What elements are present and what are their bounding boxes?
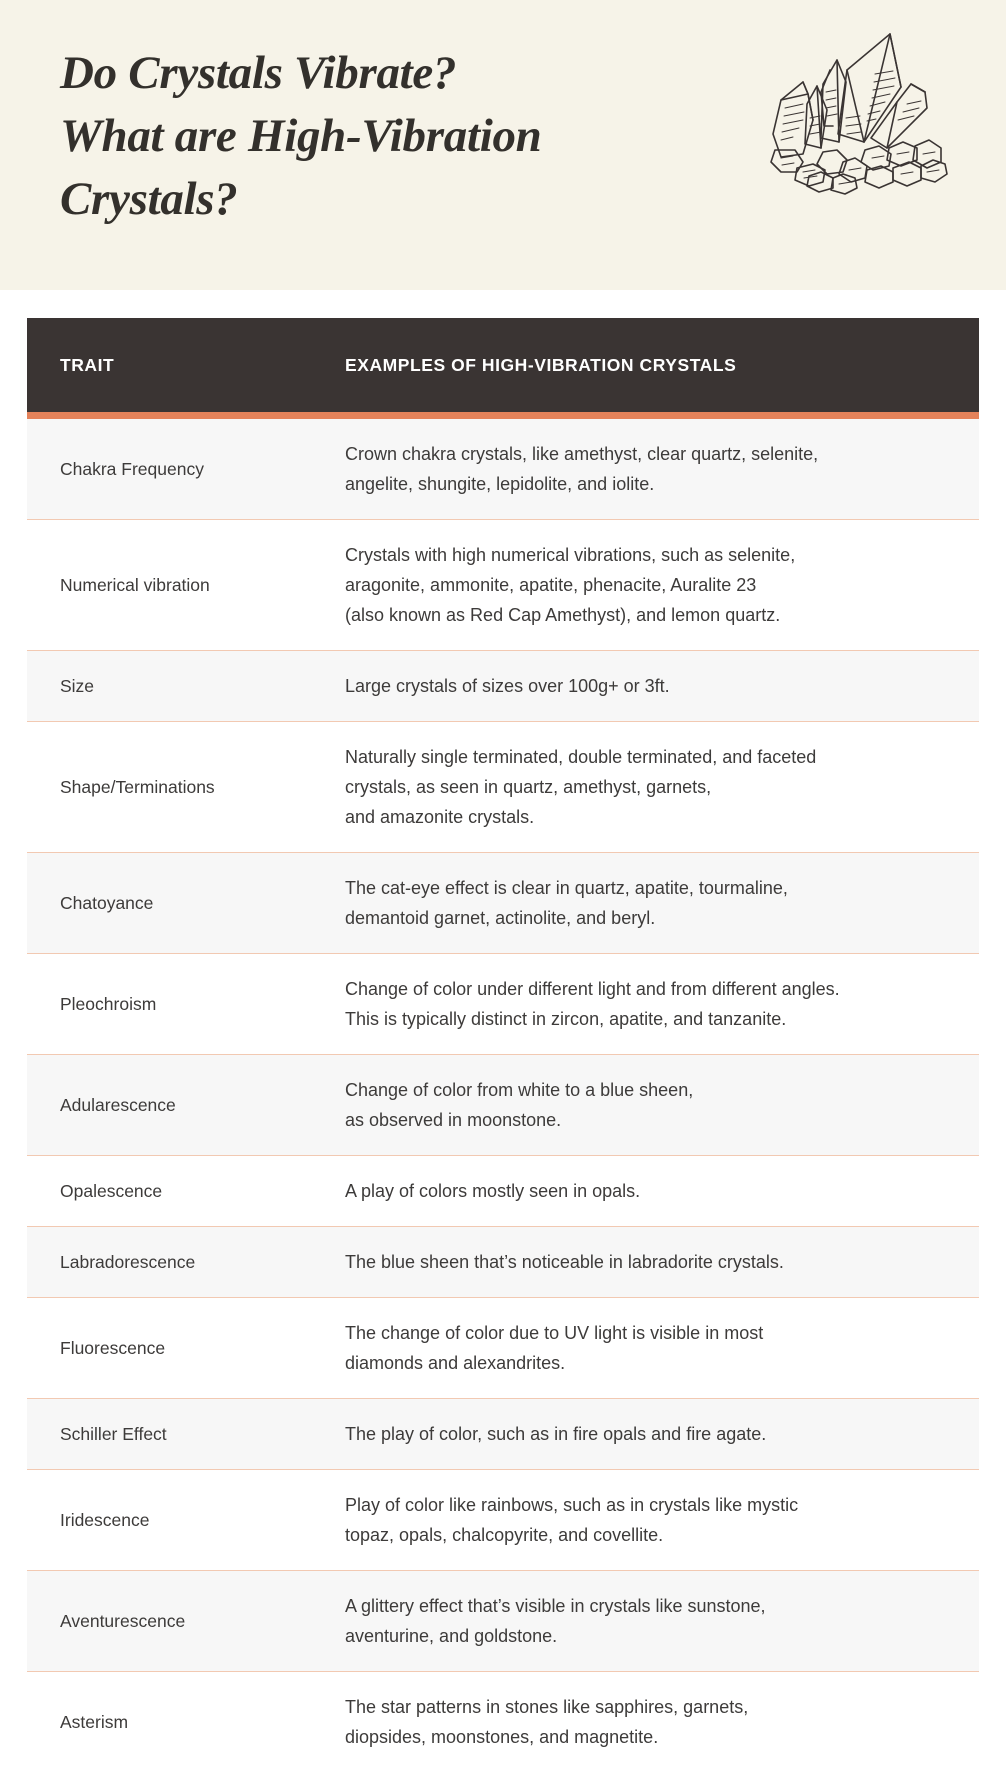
description-line: Change of color under different light and from different angles. xyxy=(345,979,840,999)
traits-table xyxy=(27,318,979,1772)
page-title xyxy=(60,42,700,231)
header-accent-rule xyxy=(27,412,979,419)
trait-name: Opalescence xyxy=(60,1181,163,1201)
trait-name: Adularescence xyxy=(60,1095,176,1115)
page-title-line-2: What are High-Vibration xyxy=(60,110,542,162)
description-line: aventurine, and goldstone. xyxy=(345,1626,558,1646)
table-row xyxy=(27,954,979,1055)
description-line: Large crystals of sizes over 100g+ or 3ft. xyxy=(345,676,670,696)
description-line: The play of color, such as in fire opals and fire agate. xyxy=(345,1424,767,1444)
description-line: The star patterns in stones like sapphires, garnets, xyxy=(345,1697,749,1717)
description-line: The change of color due to UV light is visible in most xyxy=(345,1323,764,1343)
trait-description xyxy=(345,853,979,953)
description-line: A glittery effect that’s visible in crystals like sunstone, xyxy=(345,1596,766,1616)
trait-name: Shape/Terminations xyxy=(60,777,215,797)
page-title-line-3: Crystals? xyxy=(60,173,238,225)
table-row xyxy=(27,1227,979,1298)
trait-description xyxy=(345,520,979,650)
trait-name: Labradorescence xyxy=(60,1252,196,1272)
description-line: demantoid garnet, actinolite, and beryl. xyxy=(345,908,656,928)
table-row xyxy=(27,1399,979,1470)
table-row xyxy=(27,651,979,722)
trait-name: Aventurescence xyxy=(60,1611,186,1631)
trait-description xyxy=(345,954,979,1054)
table-row xyxy=(27,1470,979,1571)
trait-description xyxy=(345,1470,979,1570)
trait-description xyxy=(345,722,979,852)
trait-name: Schiller Effect xyxy=(60,1424,167,1444)
description-line: and amazonite crystals. xyxy=(345,807,535,827)
table-row xyxy=(27,419,979,520)
description-line: The blue sheen that’s noticeable in labradorite crystals. xyxy=(345,1252,784,1272)
trait-name: Numerical vibration xyxy=(60,575,210,595)
description-line: (also known as Red Cap Amethyst), and lemon quartz. xyxy=(345,605,781,625)
trait-description xyxy=(345,1227,979,1297)
trait-description xyxy=(345,1672,979,1772)
description-line: A play of colors mostly seen in opals. xyxy=(345,1181,641,1201)
trait-description xyxy=(345,1399,979,1469)
column-header-examples: EXAMPLES OF HIGH-VIBRATION CRYSTALS xyxy=(345,354,737,375)
table-row xyxy=(27,1298,979,1399)
trait-name: Asterism xyxy=(60,1712,129,1732)
description-line: Play of color like rainbows, such as in crystals like mystic xyxy=(345,1495,799,1515)
crystal-cluster-icon xyxy=(751,22,956,207)
trait-name: Fluorescence xyxy=(60,1338,166,1358)
description-line: diopsides, moonstones, and magnetite. xyxy=(345,1727,659,1747)
trait-name: Chakra Frequency xyxy=(60,459,204,479)
trait-name: Pleochroism xyxy=(60,994,157,1014)
table-row xyxy=(27,1571,979,1672)
description-line: Change of color from white to a blue sheen, xyxy=(345,1080,694,1100)
table-row xyxy=(27,1055,979,1156)
trait-name: Iridescence xyxy=(60,1510,150,1530)
description-line: aragonite, ammonite, apatite, phenacite, Auralite 23 xyxy=(345,575,757,595)
column-header-trait: TRAIT xyxy=(60,354,115,375)
hero-banner xyxy=(0,0,1006,290)
trait-description xyxy=(345,1571,979,1671)
description-line: The cat-eye effect is clear in quartz, apatite, tourmaline, xyxy=(345,878,788,898)
description-line: crystals, as seen in quartz, amethyst, garnets, xyxy=(345,777,712,797)
description-line: angelite, shungite, lepidolite, and iolite. xyxy=(345,474,655,494)
table-row xyxy=(27,520,979,651)
description-line: Crown chakra crystals, like amethyst, clear quartz, selenite, xyxy=(345,444,819,464)
trait-description xyxy=(345,419,979,519)
trait-description xyxy=(345,1055,979,1155)
trait-description xyxy=(345,651,979,721)
description-line: diamonds and alexandrites. xyxy=(345,1353,566,1373)
description-line: as observed in moonstone. xyxy=(345,1110,562,1130)
description-line: topaz, opals, chalcopyrite, and covellite. xyxy=(345,1525,664,1545)
page-title-line-1: Do Crystals Vibrate? xyxy=(60,47,457,99)
description-line: Naturally single terminated, double terminated, and faceted xyxy=(345,747,817,767)
trait-name: Chatoyance xyxy=(60,893,154,913)
trait-description xyxy=(345,1298,979,1398)
trait-description xyxy=(345,1156,979,1226)
description-line: This is typically distinct in zircon, apatite, and tanzanite. xyxy=(345,1009,787,1029)
table-row xyxy=(27,1156,979,1227)
description-line: Crystals with high numerical vibrations, such as selenite, xyxy=(345,545,796,565)
table-row xyxy=(27,853,979,954)
table-header-row xyxy=(27,318,979,412)
trait-name: Size xyxy=(60,676,95,696)
table-row xyxy=(27,722,979,853)
table-row xyxy=(27,1672,979,1772)
